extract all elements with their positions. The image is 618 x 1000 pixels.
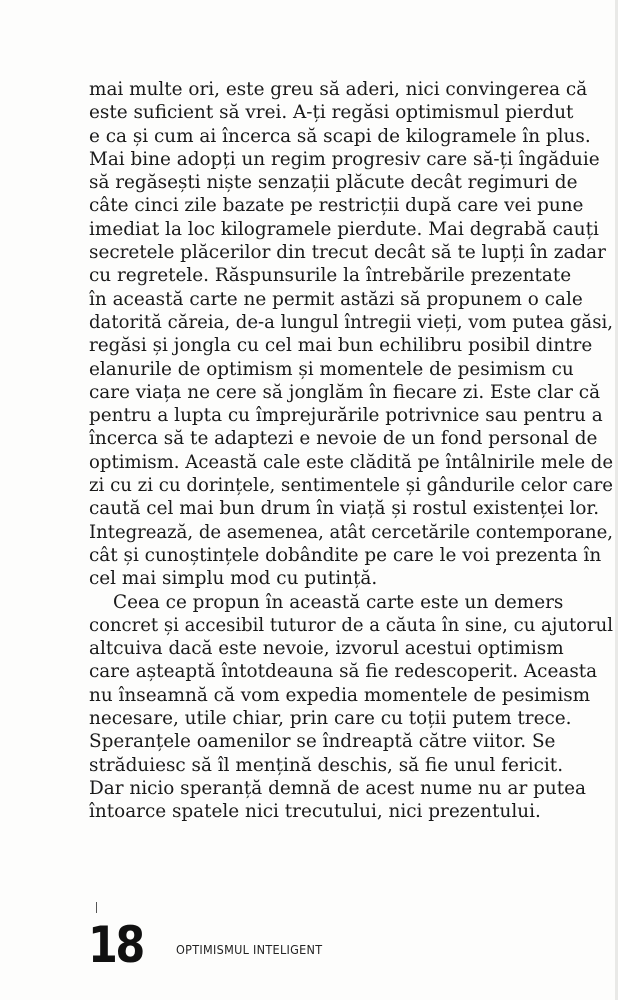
text-line: Dar nicio speranță demnă de acest nume nu ar putea bbox=[89, 777, 586, 799]
text-line: datorită căreia, de-a lungul întregii vieți, vom putea găsi, bbox=[89, 311, 613, 333]
text-line: elanurile de optimism și momentele de pesimism cu bbox=[89, 358, 574, 380]
text-line: regăsi și jongla cu cel mai bun echilibru posibil dintre bbox=[89, 335, 593, 357]
text-line: pentru a lupta cu împrejurările potrivnice sau pentru a bbox=[89, 405, 603, 427]
text-line: secretele plăcerilor din trecut decât să te lupți în zadar bbox=[89, 242, 606, 264]
text-line: nu înseamnă că vom expedia momentele de pesimism bbox=[89, 684, 591, 706]
text-line: care așteaptă întotdeauna să fie redescoperit. Aceasta bbox=[89, 661, 598, 683]
text-line: imediat la loc kilogramele pierdute. Mai degrabă cauți bbox=[89, 218, 599, 240]
text-line: cu regretele. Răspunsurile la întrebările prezentate bbox=[89, 265, 572, 287]
text-line: caută cel mai bun drum în viață și rostul existenței lor. bbox=[89, 498, 600, 520]
text-line: altcuiva dacă este nevoie, izvorul acestui optimism bbox=[89, 638, 564, 660]
body-text bbox=[89, 78, 613, 824]
text-line: Speranțele oamenilor se îndreaptă către viitor. Se bbox=[89, 731, 556, 753]
paragraph-2 bbox=[89, 591, 613, 824]
text-line: necesare, utile chiar, prin care cu toții putem trece. bbox=[89, 708, 572, 730]
text-line: cât și cunoștințele dobândite pe care le voi prezenta în bbox=[89, 544, 602, 566]
text-line: concret și accesibil tuturor de a căuta în sine, cu ajutorul bbox=[89, 614, 613, 636]
text-line: care viața ne cere să jonglăm în fiecare zi. Este clar că bbox=[89, 381, 601, 403]
text-line: străduiesc să îl mențină deschis, să fie unul fericit. bbox=[89, 754, 564, 776]
text-line: câte cinci zile bazate pe restricții după care vei pune bbox=[89, 195, 584, 217]
text-line: Mai bine adopți un regim progresiv care să-ți îngăduie bbox=[89, 148, 600, 170]
text-line: întoarce spatele nici trecutului, nici prezentului. bbox=[89, 801, 541, 823]
text-line: zi cu zi cu dorințele, sentimentele și gândurile celor care bbox=[89, 475, 614, 497]
text-line: este suficient să vrei. A-ți regăsi optimismul pierdut bbox=[89, 102, 574, 124]
running-title: OPTIMISMUL INTELIGENT bbox=[176, 942, 323, 957]
text-line: e ca și cum ai încerca să scapi de kilogramele în plus. bbox=[89, 125, 591, 147]
text-line: cel mai simplu mod cu putință. bbox=[89, 568, 378, 590]
text-line: mai multe ori, este greu să aderi, nici convingerea că bbox=[89, 79, 588, 100]
text-line: optimism. Această cale este clădită pe întâlnirile mele de bbox=[89, 451, 614, 473]
text-line: încerca să te adaptezi e nevoie de un fond personal de bbox=[89, 428, 598, 450]
text-line: să regăsești niște senzații plăcute decât regimuri de bbox=[89, 172, 578, 194]
page-number: 18 bbox=[88, 916, 143, 974]
text-line: Integrează, de asemenea, atât cercetările contemporane, bbox=[89, 521, 614, 543]
print-mark bbox=[96, 902, 97, 913]
text-line: în această carte ne permit astăzi să propunem o cale bbox=[89, 288, 583, 310]
paragraph-1 bbox=[89, 78, 613, 591]
text-line: Ceea ce propun în această carte este un demers bbox=[113, 591, 564, 613]
